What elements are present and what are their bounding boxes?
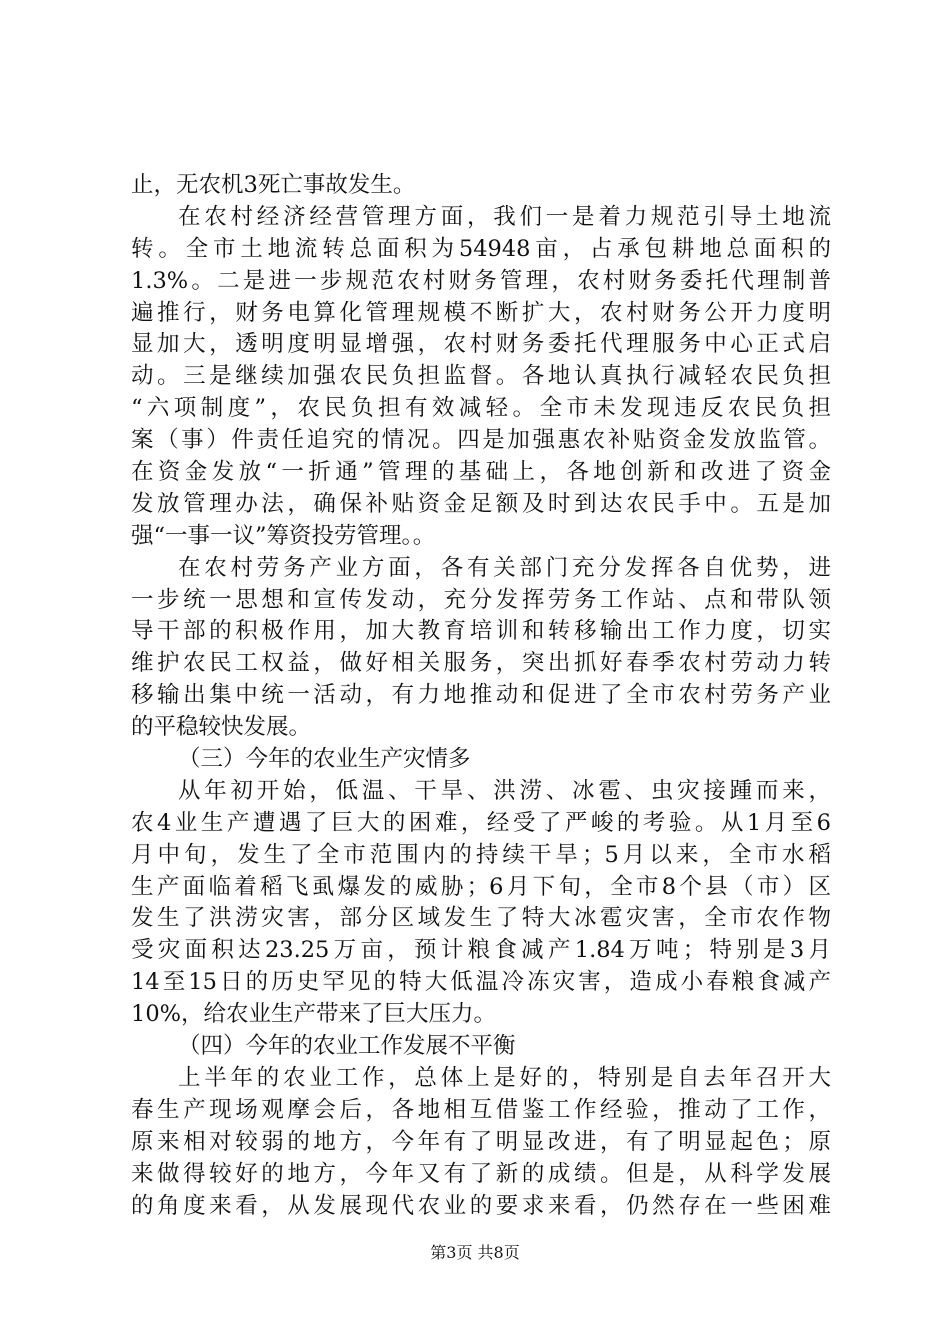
text-line: 发生了洪涝灾害，部分区域发生了特大冰雹灾害，全市农作物 (131, 905, 831, 932)
text-line: “六项制度”，农民负担有效减轻。全市未发现违反农民负担 (131, 395, 831, 422)
text-line: 原来相对较弱的地方，今年有了明显改进，有了明显起色；原 (131, 1128, 831, 1155)
text-line: 生产面临着稻飞虱爆发的威胁；6月下旬，全市8个县（市）区 (131, 873, 831, 900)
text-line: 春生产现场观摩会后，各地相互借鉴工作经验，推动了工作， (131, 1096, 831, 1123)
document-body (131, 170, 831, 1222)
text-line: 在资金发放“一折通”管理的基础上，各地创新和改进了资金 (131, 459, 831, 486)
text-line: 的平稳较快发展。 (131, 714, 312, 741)
text-line: 显加大，透明度明显增强，农村财务委托代理服务中心正式启 (131, 331, 831, 358)
text-line: 在农村经济经营管理方面，我们一是着力规范引导土地流 (178, 203, 831, 230)
text-line: 来做得较好的地方，今年又有了新的成绩。但是，从科学发展 (131, 1160, 831, 1187)
text-line: 14至15日的历史罕见的特大低温冷冻灾害，造成小春粮食减产 (131, 969, 831, 996)
text-line: 从年初开始，低温、干旱、洪涝、冰雹、虫灾接踵而来， (178, 777, 831, 804)
text-line: 导干部的积极作用，加大教育培训和转移输出工作力度，切实 (131, 618, 831, 645)
text-line: 一步统一思想和宣传发动，充分发挥劳务工作站、点和带队领 (131, 586, 831, 613)
page-footer (0, 1243, 950, 1263)
text-line: 农4业生产遭遇了巨大的困难，经受了严峻的考验。从1月至6 (131, 809, 831, 836)
text-line: 发放管理办法，确保补贴资金足额及时到达农民手中。五是加 (131, 490, 831, 517)
text-line: 10%，给农业生产带来了巨大压力。 (131, 1001, 497, 1028)
section-heading: （三）今年的农业生产灾情多 (178, 746, 471, 773)
text-line: 在农村劳务产业方面，各有关部门充分发挥各自优势，进 (178, 554, 831, 581)
text-line: 案（事）件责任追究的情况。四是加强惠农补贴资金发放监管。 (131, 427, 831, 454)
text-line: 受灾面积达23.25万亩，预计粮食减产1.84万吨；特别是3月 (131, 937, 831, 964)
text-line: 动。三是继续加强农民负担监督。各地认真执行减轻农民负担 (131, 363, 831, 390)
text-line: 强“一事一议”筹资投劳管理。。 (131, 522, 436, 549)
text-line: 止，无农机3死亡事故发生。 (131, 172, 416, 198)
text-line: 移输出集中统一活动，有力地推动和促进了全市农村劳务产业 (131, 682, 831, 709)
text-line: 1.3%。二是进一步规范农村财务管理，农村财务委托代理制普 (131, 267, 831, 294)
text-line: 上半年的农业工作，总体上是好的，特别是自去年召开大 (178, 1064, 831, 1091)
text-line: 维护农民工权益，做好相关服务，突出抓好春季农村劳动力转 (131, 650, 831, 677)
text-line: 转。全市土地流转总面积为54948亩，占承包耕地总面积的 (131, 235, 831, 262)
text-line: 遍推行，财务电算化管理规模不断扩大，农村财务公开力度明 (131, 299, 831, 326)
text-line: 月中旬，发生了全市范围内的持续干旱；5月以来，全市水稻 (131, 841, 831, 868)
page-number: 第3页 共8页 (430, 1243, 520, 1262)
section-heading: （四）今年的农业工作发展不平衡 (178, 1033, 516, 1060)
text-line: 的角度来看，从发展现代农业的要求来看，仍然存在一些困难 (131, 1192, 831, 1219)
